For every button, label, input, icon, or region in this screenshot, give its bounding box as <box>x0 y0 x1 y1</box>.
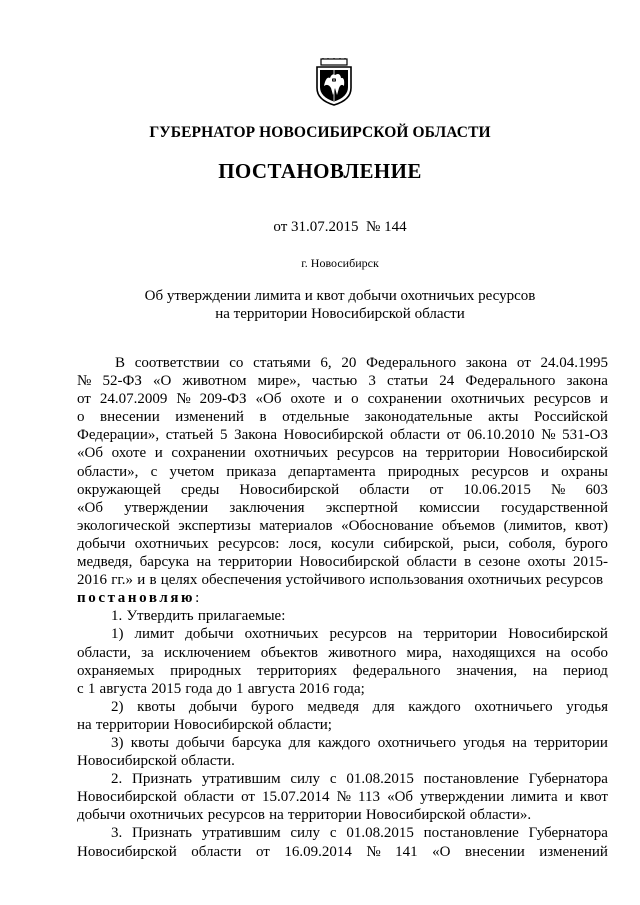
word: изменений <box>539 843 608 860</box>
word: природных <box>387 463 460 480</box>
word: территории <box>423 626 498 643</box>
word: и <box>154 445 163 462</box>
word: 3) <box>111 734 124 751</box>
text-line <box>77 644 608 662</box>
word: 6, <box>320 355 332 371</box>
word: 2016 <box>77 572 107 589</box>
word: охотничьих <box>254 445 329 462</box>
word: 141 <box>395 843 418 860</box>
word: приказа <box>226 463 277 480</box>
word: медведя, <box>77 554 133 571</box>
word: от <box>255 843 270 860</box>
word: Новосибирской <box>508 445 608 462</box>
word: животном <box>182 373 247 390</box>
word: Новосибирской <box>77 843 177 860</box>
word: Российской <box>533 409 608 426</box>
word: охотничьих <box>450 391 525 408</box>
word: 531-ОЗ <box>562 427 608 444</box>
word: № <box>77 373 92 390</box>
date-prefix: от <box>273 219 288 235</box>
text-line <box>77 734 608 752</box>
word: в <box>259 409 267 426</box>
word: Федерального <box>366 355 457 371</box>
word: Новосибирской <box>173 716 274 733</box>
text-line <box>77 571 608 589</box>
word: статьи <box>387 373 429 390</box>
word: 24.07.2009 <box>99 391 168 408</box>
text-line <box>77 372 608 390</box>
word: и <box>599 391 608 408</box>
word: охотничьего <box>474 698 553 715</box>
word: на <box>77 716 92 733</box>
word: Новосибирской <box>299 554 400 571</box>
word: от <box>516 355 531 371</box>
text-line <box>77 354 608 372</box>
word: учетом <box>169 463 215 480</box>
word: статьей <box>165 427 214 444</box>
word: квот <box>579 789 608 806</box>
word: животного <box>328 644 397 661</box>
word: 06.10.2010 <box>467 427 535 444</box>
word: 01.08.2015 <box>346 825 414 842</box>
word: целях <box>160 572 198 589</box>
word: государственной <box>501 499 608 516</box>
word: 01.08.2015 <box>346 771 414 788</box>
word: Губернатора <box>528 825 608 842</box>
word: ресурсов <box>471 463 529 480</box>
word: угодья <box>463 734 505 751</box>
word: добычи <box>77 535 126 552</box>
word: квот) <box>574 517 608 534</box>
word: охраняемых <box>77 662 155 679</box>
word: экспертизы <box>178 517 251 534</box>
word: барсука <box>231 734 282 751</box>
word: бурого <box>250 698 294 715</box>
word: на <box>512 734 527 751</box>
word: территории <box>425 445 500 462</box>
decree-colon: : <box>195 590 200 607</box>
word: соответствии <box>134 355 220 371</box>
word: области <box>359 481 410 498</box>
word: лося, <box>288 535 322 552</box>
word: период <box>563 662 608 679</box>
word: утратившим <box>201 825 281 842</box>
text-line <box>77 535 608 553</box>
word: с <box>150 463 158 480</box>
text-line <box>77 680 608 698</box>
word: «О <box>153 373 172 390</box>
word: на <box>532 662 548 679</box>
word: обеспечения <box>201 572 282 589</box>
word: барсука <box>139 554 190 571</box>
word: области. <box>180 753 235 770</box>
word: добычи <box>176 734 225 751</box>
subject-line: Об утверждении лимита и квот добычи охотничьих ресурсов <box>144 288 536 304</box>
word: утратившим <box>201 771 281 788</box>
word: и <box>540 463 549 480</box>
word: № <box>176 391 191 408</box>
text-line <box>77 716 608 734</box>
word: внесении <box>100 409 160 426</box>
word: охотничьих <box>244 626 319 643</box>
word: утверждении <box>124 499 209 516</box>
word: квоты <box>130 734 169 751</box>
word: закона <box>465 355 508 371</box>
word: 1 <box>87 680 96 697</box>
place-of-issue: г. Новосибирск <box>301 256 379 270</box>
word: о <box>351 391 359 408</box>
text-line <box>77 824 608 842</box>
word: охотничьего <box>377 734 457 751</box>
word: мире», <box>257 373 301 390</box>
text-line <box>77 444 608 462</box>
text-line <box>77 843 608 861</box>
word: области <box>183 789 234 806</box>
word: № <box>541 427 556 444</box>
word: экспертной <box>325 499 398 516</box>
word: 10.06.2015 <box>463 481 531 498</box>
word: на <box>402 445 418 462</box>
word: Утвердить <box>126 608 194 625</box>
word: № <box>336 789 351 806</box>
word: области, <box>77 644 131 661</box>
decree-line <box>77 589 608 607</box>
word: на <box>545 644 561 661</box>
date-number-line <box>0 219 640 236</box>
text-line <box>77 698 608 716</box>
word: в <box>149 572 157 589</box>
subject-line: на территории Новосибирской области <box>215 306 465 322</box>
word: прилагаемые: <box>197 608 286 625</box>
word: и <box>137 572 146 589</box>
word: 2) <box>111 698 124 715</box>
word: от <box>446 427 461 444</box>
word: 603 <box>585 481 608 498</box>
word: добычи <box>185 626 234 643</box>
word: каждого <box>408 698 461 715</box>
word: 1 <box>236 680 244 697</box>
word: охоте <box>290 391 326 408</box>
text-line <box>77 770 608 788</box>
word: охотничьих <box>467 572 542 589</box>
word: № <box>366 843 381 860</box>
word: акты <box>488 409 519 426</box>
word: ресурсов <box>207 807 265 824</box>
word: среды <box>180 481 220 498</box>
text-line <box>77 553 608 571</box>
word: территориях <box>257 662 338 679</box>
word: августа <box>99 680 147 697</box>
word: Новосибирской <box>239 481 340 498</box>
word: значения, <box>456 662 518 679</box>
word: «Об <box>77 499 103 516</box>
word: с <box>329 771 337 788</box>
word: мира, <box>406 644 442 661</box>
decree-word: постановляю <box>77 590 196 607</box>
word: заключения <box>229 499 305 516</box>
word: охраны <box>561 463 608 480</box>
word: природных <box>170 662 242 679</box>
word: Новосибирской <box>283 427 384 444</box>
word: Новосибирской <box>508 626 608 643</box>
word: области». <box>469 807 532 824</box>
word: изменений <box>175 409 244 426</box>
text-line <box>77 607 608 625</box>
word: ресурсов <box>533 391 591 408</box>
word: ресурсов <box>545 572 604 589</box>
word: территории <box>218 554 293 571</box>
word: от <box>429 481 444 498</box>
word: использования <box>369 572 464 589</box>
text-line <box>77 499 608 517</box>
word: сезоне <box>478 554 521 571</box>
word: на <box>196 554 212 571</box>
document-body <box>77 354 608 861</box>
document-type: ПОСТАНОВЛЕНИЕ <box>218 159 422 183</box>
word: от <box>77 391 91 408</box>
text-line <box>77 426 608 444</box>
word: Новосибирской <box>365 807 466 824</box>
word: бурого <box>565 535 608 552</box>
word: на <box>397 626 413 643</box>
word: 52-ФЗ <box>102 373 142 390</box>
word: области <box>406 554 457 571</box>
word: «Об <box>387 789 414 806</box>
text-line <box>77 463 608 481</box>
word: 1. <box>111 608 123 625</box>
word: ресурсов <box>336 445 394 462</box>
word: косули <box>330 535 375 552</box>
issuing-authority: ГУБЕРНАТОР НОВОСИБИРСКОЙ ОБЛАСТИ <box>149 124 491 141</box>
word: августа <box>247 680 296 697</box>
word: и <box>564 789 573 806</box>
word: экологической <box>77 517 170 534</box>
word: частью <box>311 373 358 390</box>
word: угодья <box>566 698 608 715</box>
text-line <box>77 662 608 680</box>
text-line <box>77 625 608 643</box>
text-line <box>77 481 608 499</box>
word: «Обоснование <box>341 517 434 534</box>
number-label: № <box>366 219 381 235</box>
word: охотничьих <box>134 535 209 552</box>
word: федерального <box>352 662 441 679</box>
word: ресурсов <box>329 626 387 643</box>
word: со <box>229 355 244 371</box>
word: 1) <box>111 626 124 643</box>
word: года <box>185 680 213 697</box>
word: квоты <box>137 698 176 715</box>
word: 2015- <box>572 554 608 571</box>
word: исключением <box>164 644 251 661</box>
text-line <box>77 390 608 408</box>
word: для <box>372 698 395 715</box>
word: комиссии <box>419 499 480 516</box>
word: департамента <box>288 463 376 480</box>
word: области», <box>77 463 139 480</box>
document-date: 31.07.2015 <box>291 219 359 235</box>
word: сохранении <box>171 445 246 462</box>
word: устойчивого <box>285 572 366 589</box>
word: Новосибирской <box>77 789 177 806</box>
word: охоты <box>527 554 566 571</box>
word: охоте <box>111 445 147 462</box>
word: 2016 <box>299 680 330 697</box>
word: в <box>464 554 472 571</box>
word: «Об <box>255 391 282 408</box>
word: за <box>141 644 154 661</box>
word: территории <box>95 716 170 733</box>
word: Признать <box>132 771 193 788</box>
word: внесении <box>465 843 525 860</box>
word: с <box>329 825 337 842</box>
word: ресурсов: <box>218 535 280 552</box>
word: области <box>191 843 242 860</box>
word: до <box>216 680 232 697</box>
word: закона <box>566 373 608 390</box>
word: объемов <box>441 517 496 534</box>
word: рыси, <box>463 535 500 552</box>
word: с <box>77 680 84 697</box>
word: особо <box>570 644 608 661</box>
text-line <box>77 408 608 426</box>
word: постановление <box>423 771 519 788</box>
word: добычи <box>77 807 126 824</box>
word: о <box>77 409 85 426</box>
word: объектов <box>260 644 318 661</box>
word: 5 <box>220 427 228 444</box>
word: материалов <box>259 517 333 534</box>
word: соболя, <box>508 535 556 552</box>
word: 209-ФЗ <box>199 391 247 408</box>
word: окружающей <box>77 481 161 498</box>
word: на <box>269 807 284 824</box>
word: постановление <box>423 825 519 842</box>
word: Закона <box>234 427 278 444</box>
word: территории <box>534 734 608 751</box>
word: 15.07.2014 <box>262 789 330 806</box>
word: области <box>389 427 441 444</box>
document-subject <box>0 287 640 323</box>
word: № <box>551 481 566 498</box>
word: 3. <box>111 825 123 842</box>
word: 16.09.2014 <box>284 843 352 860</box>
word: Губернатора <box>528 771 608 788</box>
word: 2. <box>111 771 123 788</box>
preamble <box>77 354 608 589</box>
coat-of-arms-icon <box>314 58 354 106</box>
word: «О <box>432 843 451 860</box>
word: Новосибирской <box>77 753 177 770</box>
word: сибирской, <box>383 535 454 552</box>
word: Федерации», <box>77 427 160 444</box>
word: гг.» <box>111 572 134 589</box>
document-number: 144 <box>384 219 407 235</box>
word: 2015 <box>151 680 182 697</box>
text-line <box>77 517 608 535</box>
word: 20 <box>341 355 357 371</box>
text-line <box>77 752 608 770</box>
word: от <box>241 789 255 806</box>
word: охотничьих <box>129 807 204 824</box>
word: для <box>288 734 311 751</box>
word: медведя <box>307 698 359 715</box>
word: находящихся <box>452 644 536 661</box>
word: сохранении <box>367 391 442 408</box>
word: каждого <box>317 734 371 751</box>
word: утверждении <box>420 789 505 806</box>
clauses <box>77 607 608 860</box>
word: Признать <box>132 825 193 842</box>
word: 24.04.1995 <box>540 355 608 371</box>
word: лимита <box>511 789 558 806</box>
word: 113 <box>358 789 380 806</box>
word: лимит <box>134 626 175 643</box>
word: года; <box>333 680 365 697</box>
word: и <box>334 391 343 408</box>
word: области; <box>277 716 332 733</box>
word: отдельные <box>282 409 350 426</box>
word: силу <box>290 825 321 842</box>
word: статьями <box>253 355 311 371</box>
word: В <box>115 355 126 371</box>
word: добычи <box>188 698 238 715</box>
word: территории <box>287 807 362 824</box>
word: законодательные <box>364 409 473 426</box>
text-line <box>77 788 608 806</box>
word: «Об <box>77 445 103 462</box>
word: 3 <box>368 373 376 390</box>
word: Федерального <box>465 373 556 390</box>
word: 24 <box>439 373 455 390</box>
text-line <box>77 806 608 824</box>
word: (лимитов, <box>503 517 567 534</box>
word: силу <box>290 771 321 788</box>
